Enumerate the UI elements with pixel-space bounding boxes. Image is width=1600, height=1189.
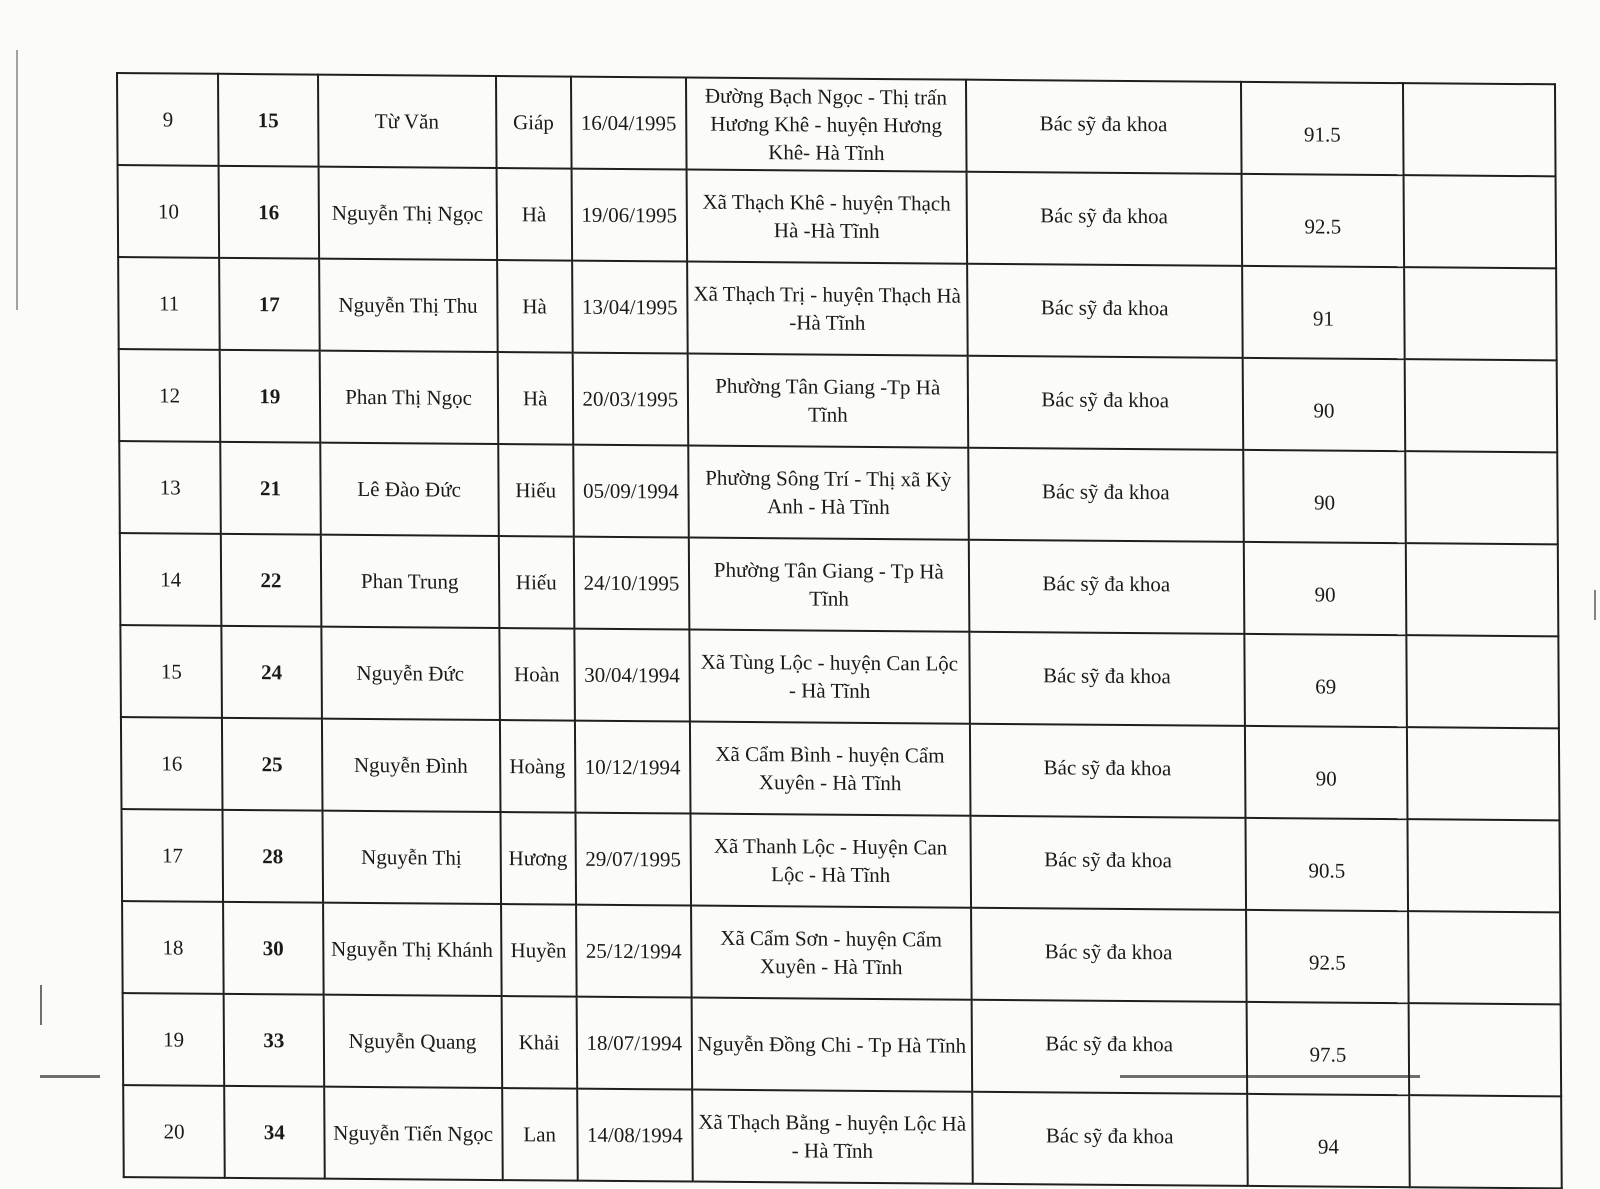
cell-chuyen-nganh: Bác sỹ đa khoa	[971, 908, 1247, 1002]
cell-diem: 69	[1244, 634, 1407, 727]
cell-diem: 97.5	[1247, 1002, 1410, 1095]
cell-diem: 91.5	[1241, 82, 1404, 175]
cell-stt: 16	[121, 717, 223, 810]
cell-ghi-chu	[1405, 451, 1558, 544]
cell-ten: Hoàng	[500, 720, 575, 813]
table-row	[123, 1085, 1562, 1188]
cell-dia-chi: Xã Thạch Bằng - huyện Lộc Hà - Hà Tĩnh	[692, 1090, 972, 1184]
cell-diem: 92.5	[1246, 910, 1409, 1003]
cell-ho-dem: Nguyễn Thị Ngọc	[318, 167, 497, 260]
table-row	[117, 73, 1556, 176]
cell-ngay-sinh: 20/03/1995	[572, 353, 688, 446]
candidate-results-table	[116, 72, 1563, 1189]
cell-ghi-chu	[1408, 911, 1561, 1004]
cell-ngay-sinh: 16/04/1995	[571, 77, 687, 170]
cell-ho-dem: Nguyễn Thị Thu	[319, 259, 498, 352]
cell-ngay-sinh: 30/04/1994	[574, 629, 690, 722]
cell-chuyen-nganh: Bác sỹ đa khoa	[966, 172, 1242, 266]
cell-diem: 90	[1245, 726, 1408, 819]
cell-ngay-sinh: 29/07/1995	[575, 813, 691, 906]
cell-stt: 18	[122, 901, 224, 994]
cell-ghi-chu	[1406, 543, 1559, 636]
cell-ghi-chu	[1409, 1095, 1562, 1188]
cell-sbd: 28	[223, 810, 323, 903]
cell-ten: Huyền	[501, 904, 576, 997]
cell-ho-dem: Phan Thị Ngọc	[319, 351, 498, 444]
cell-ngay-sinh: 19/06/1995	[571, 169, 687, 262]
cell-sbd: 34	[224, 1086, 324, 1179]
cell-chuyen-nganh: Bác sỹ đa khoa	[970, 724, 1246, 818]
cell-dia-chi: Phường Tân Giang -Tp Hà Tĩnh	[688, 353, 968, 447]
cell-ho-dem: Nguyễn Quang	[323, 995, 502, 1088]
cell-dia-chi: Nguyễn Đồng Chi - Tp Hà Tĩnh	[692, 998, 972, 1092]
cell-stt: 17	[122, 809, 224, 902]
cell-dia-chi: Đường Bạch Ngọc - Thị trấn Hương Khê - huyện Hương Khê- Hà Tĩnh	[686, 77, 966, 171]
cell-ho-dem: Nguyễn Thị	[322, 811, 501, 904]
cell-chuyen-nganh: Bác sỹ đa khoa	[969, 632, 1245, 726]
cell-ten: Hà	[497, 260, 572, 353]
cell-chuyen-nganh: Bác sỹ đa khoa	[967, 264, 1243, 358]
cell-ghi-chu	[1408, 819, 1561, 912]
cell-ho-dem: Lê Đào Đức	[320, 443, 499, 536]
cell-stt: 14	[120, 533, 222, 626]
table-body	[117, 73, 1562, 1188]
cell-ghi-chu	[1406, 635, 1559, 728]
cell-sbd: 15	[218, 74, 318, 167]
table-row	[118, 257, 1557, 360]
cell-sbd: 21	[221, 442, 321, 535]
scan-edge-mark	[1594, 590, 1596, 620]
cell-ngay-sinh: 18/07/1994	[576, 997, 692, 1090]
cell-chuyen-nganh: Bác sỹ đa khoa	[966, 80, 1242, 174]
cell-dia-chi: Xã Tùng Lộc - huyện Can Lộc - Hà Tĩnh	[689, 630, 969, 724]
cell-ten: Hiếu	[499, 536, 574, 629]
cell-ghi-chu	[1403, 83, 1556, 176]
cell-stt: 13	[119, 441, 221, 534]
cell-sbd: 33	[224, 994, 324, 1087]
cell-stt: 20	[123, 1085, 225, 1178]
cell-stt: 9	[117, 73, 219, 166]
cell-diem: 90	[1243, 358, 1406, 451]
cell-ten: Hà	[497, 352, 572, 445]
table-row	[122, 901, 1561, 1004]
cell-ho-dem: Từ Văn	[318, 75, 497, 168]
cell-ten: Giáp	[496, 76, 571, 169]
cell-dia-chi: Xã Thạch Trị - huyện Thạch Hà -Hà Tĩnh	[687, 261, 967, 355]
cell-ten: Hoàn	[499, 628, 574, 721]
cell-dia-chi: Xã Thanh Lộc - Huyện Can Lộc - Hà Tĩnh	[691, 814, 971, 908]
cell-ghi-chu	[1404, 175, 1557, 268]
cell-ten: Lan	[502, 1088, 577, 1181]
cell-ngay-sinh: 13/04/1995	[572, 261, 688, 354]
cell-ho-dem: Nguyễn Đình	[321, 719, 500, 812]
cell-ngay-sinh: 10/12/1994	[575, 721, 691, 814]
table-row	[119, 349, 1558, 452]
cell-stt: 19	[123, 993, 225, 1086]
cell-sbd: 30	[223, 902, 323, 995]
table-row	[123, 993, 1562, 1096]
cell-ten: Hà	[496, 168, 571, 261]
cell-dia-chi: Phường Tân Giang - Tp Hà Tĩnh	[689, 538, 969, 632]
cell-stt: 15	[120, 625, 222, 718]
cell-ghi-chu	[1407, 727, 1560, 820]
scan-edge-mark	[40, 985, 42, 1025]
cell-dia-chi: Xã Thạch Khê - huyện Thạch Hà -Hà Tĩnh	[687, 169, 967, 263]
cell-ho-dem: Nguyễn Tiến Ngọc	[324, 1087, 503, 1180]
cell-diem: 90	[1243, 450, 1406, 543]
cell-diem: 90	[1244, 542, 1407, 635]
cell-diem: 94	[1247, 1094, 1410, 1187]
table-row	[118, 165, 1557, 268]
cell-dia-chi: Xã Cẩm Bình - huyện Cẩm Xuyên - Hà Tĩnh	[690, 722, 970, 816]
cell-diem: 92.5	[1242, 174, 1405, 267]
cell-stt: 12	[119, 349, 221, 442]
table-row	[121, 717, 1560, 820]
cell-stt: 10	[118, 165, 220, 258]
cell-ngay-sinh: 24/10/1995	[573, 537, 689, 630]
cell-chuyen-nganh: Bác sỹ đa khoa	[968, 540, 1244, 634]
cell-ten: Hiếu	[498, 444, 573, 537]
cell-ho-dem: Phan Trung	[320, 535, 499, 628]
cell-sbd: 22	[221, 534, 321, 627]
cell-ghi-chu	[1405, 359, 1558, 452]
cell-sbd: 16	[219, 166, 319, 259]
cell-sbd: 19	[220, 350, 320, 443]
table-row	[120, 533, 1559, 636]
cell-chuyen-nganh: Bác sỹ đa khoa	[970, 816, 1246, 910]
cell-dia-chi: Phường Sông Trí - Thị xã Kỳ Anh - Hà Tĩnh	[688, 446, 968, 540]
cell-ngay-sinh: 25/12/1994	[576, 905, 692, 998]
cell-ngay-sinh: 05/09/1994	[573, 445, 689, 538]
cell-stt: 11	[118, 257, 220, 350]
cell-ghi-chu	[1404, 267, 1557, 360]
scan-edge-mark	[16, 50, 18, 310]
table-row	[122, 809, 1561, 912]
cell-ghi-chu	[1409, 1003, 1562, 1096]
cell-sbd: 24	[222, 626, 322, 719]
cell-ho-dem: Nguyễn Đức	[321, 627, 500, 720]
table-row	[120, 625, 1559, 728]
cell-chuyen-nganh: Bác sỹ đa khoa	[967, 356, 1243, 450]
table-row	[119, 441, 1558, 544]
cell-ngay-sinh: 14/08/1994	[577, 1089, 693, 1182]
cell-diem: 91	[1242, 266, 1405, 359]
scan-edge-mark	[40, 1075, 100, 1078]
cell-chuyen-nganh: Bác sỹ đa khoa	[971, 1000, 1247, 1094]
cell-sbd: 17	[219, 258, 319, 351]
cell-ten: Hương	[500, 812, 575, 905]
cell-chuyen-nganh: Bác sỹ đa khoa	[972, 1092, 1248, 1186]
cell-diem: 90.5	[1245, 818, 1408, 911]
cell-ho-dem: Nguyễn Thị Khánh	[323, 903, 502, 996]
cell-ten: Khải	[501, 996, 576, 1089]
cell-chuyen-nganh: Bác sỹ đa khoa	[968, 448, 1244, 542]
cell-sbd: 25	[222, 718, 322, 811]
cell-dia-chi: Xã Cẩm Sơn - huyện Cẩm Xuyên - Hà Tĩnh	[691, 906, 971, 1000]
